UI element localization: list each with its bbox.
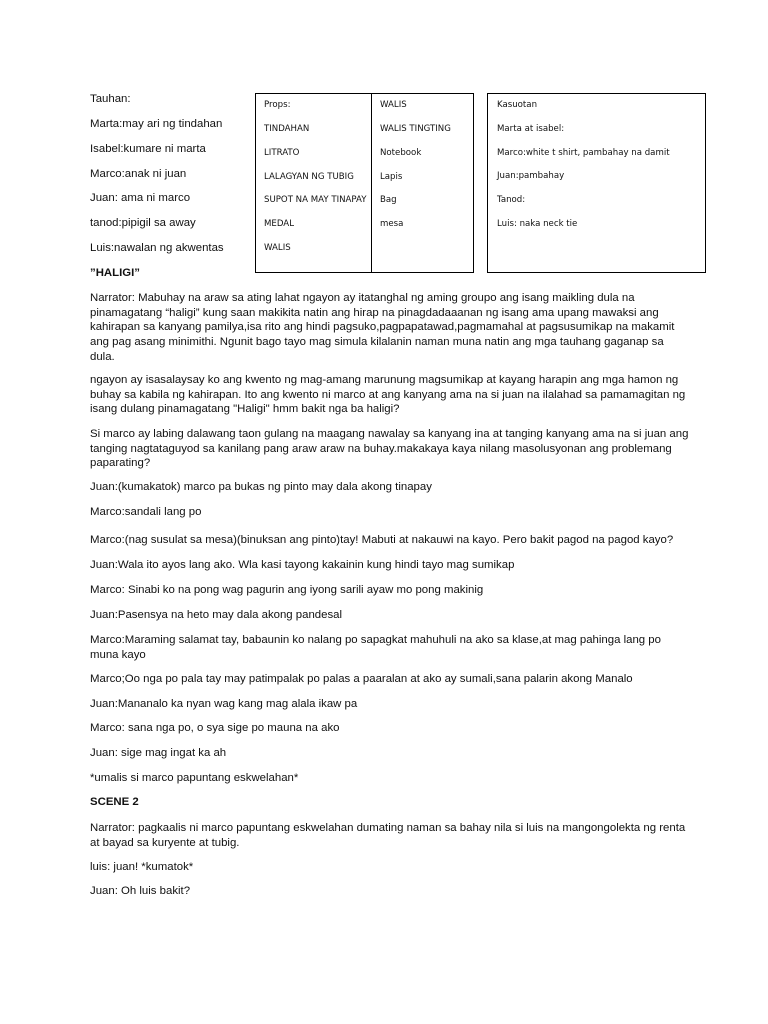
- dialogue-line: Juan: Oh luis bakit?: [90, 885, 191, 897]
- cast-member: Juan: ama ni marco: [90, 192, 191, 204]
- play-title: ”HALIGI”: [90, 267, 140, 279]
- stage-direction: *umalis si marco papuntang eskwelahan*: [90, 772, 299, 784]
- cast-member: Isabel:kumare ni marta: [90, 143, 206, 155]
- narration-paragraph: Narrator: Mabuhay na araw sa ating lahat ngayon ay itatanghal ng aming groupo ang isang maikling dula na pinamagatang “haligi” kung saan makikita natin ang hirap na pinagdadaaanan ng isang ama upang mawaksi ang kahirapan sa kanyang pamilya,isa rito ang hindi pagsuko,pagpapatawad,pagmamahal at pagsusumikap na makamit ang pag asang minimithi. Ngunit bago tayo mag simula kilalanin naman muna natin ang mga tauhang gaganap sa dula.: [90, 292, 675, 363]
- props-cell: WALIS: [380, 100, 407, 110]
- costume-cell: Luis: naka neck tie: [497, 219, 578, 229]
- props-cell: TINDAHAN: [264, 124, 310, 134]
- dialogue-line: Marco: sana nga po, o sya sige po mauna na ako: [90, 722, 340, 734]
- costume-cell: Marco:white t shirt, pambahay na damit: [497, 148, 670, 158]
- costume-table: [487, 93, 706, 273]
- dialogue-line: Marco;Oo nga po pala tay may patimpalak po palas a paaralan at ako ay sumali,sana palarin akong Manalo: [90, 673, 633, 685]
- dialogue-line: Juan:Mananalo ka nyan wag kang mag alala ikaw pa: [90, 698, 358, 710]
- narration-paragraph: Narrator: pagkaalis ni marco papuntang eskwelahan dumating naman sa bahay nila si luis na mangongolekta ng renta at bayad sa kuryente at tubig.: [90, 822, 686, 849]
- cast-member: Marco:anak ni juan: [90, 168, 187, 180]
- props-cell: WALIS: [264, 243, 291, 253]
- props-cell: LITRATO: [264, 148, 300, 158]
- narration-paragraph: ngayon ay isasalaysay ko ang kwento ng mag-amang marunung magsumikap at kayang harapin ang mga hamon ng buhay sa kabila ng kahirapan. Ito ang kwento ni marco at ang kanyang ama na si juan na ilalahad sa pamamagitan ng isang dulang pinamagatang "Haligi" hmm bakit nga ba haligi?: [90, 374, 686, 416]
- costume-cell: Marta at isabel:: [497, 124, 565, 134]
- table-divider: [371, 94, 372, 272]
- dialogue-line: Marco:Maraming salamat tay, babaunin ko nalang po sapagkat mahuhuli na ako sa klase,at mag pahinga lang po muna kayo: [90, 634, 661, 661]
- props-cell: WALIS TINGTING: [380, 124, 451, 134]
- costume-cell: Tanod:: [497, 195, 526, 205]
- cast-member: Luis:nawalan ng akwentas: [90, 242, 224, 254]
- props-cell: mesa: [380, 219, 404, 229]
- props-cell: LALAGYAN NG TUBIG: [264, 172, 354, 182]
- props-cell: MEDAL: [264, 219, 294, 229]
- costume-cell: Juan:pambahay: [497, 171, 565, 181]
- dialogue-line: luis: juan! *kumatok*: [90, 861, 194, 873]
- props-table: [255, 93, 474, 273]
- props-cell: Bag: [380, 195, 397, 205]
- dialogue-line: Marco:(nag susulat sa mesa)(binuksan ang pinto)tay! Mabuti at nakauwi na kayo. Pero bakit pagod na pagod kayo?: [90, 534, 674, 546]
- cast-member: Marta:may ari ng tindahan: [90, 118, 223, 130]
- costume-cell: Kasuotan: [497, 100, 538, 110]
- cast-member: tanod:pipigil sa away: [90, 217, 196, 229]
- props-cell: SUPOT NA MAY TINAPAY: [264, 195, 367, 205]
- scene-heading: SCENE 2: [90, 796, 139, 808]
- dialogue-line: Marco: Sinabi ko na pong wag pagurin ang iyong sarili ayaw mo pong makinig: [90, 584, 484, 596]
- cast-heading: Tauhan:: [90, 93, 131, 105]
- dialogue-line: Juan:Wala ito ayos lang ako. Wla kasi tayong kakainin kung hindi tayo mag sumikap: [90, 559, 515, 571]
- dialogue-line: Juan:Pasensya na heto may dala akong pandesal: [90, 609, 343, 621]
- dialogue-line: Juan:(kumakatok) marco pa bukas ng pinto may dala akong tinapay: [90, 481, 432, 493]
- props-cell: Props:: [264, 100, 291, 110]
- props-cell: Notebook: [380, 148, 422, 158]
- props-cell: Lapis: [380, 172, 403, 182]
- narration-paragraph: Si marco ay labing dalawang taon gulang na maagang nawalay sa kanyang ina at tanging kanyang ama na si juan ang tanging nagtataguyod sa kanilang pang araw araw na buhay.makakaya kaya nilang masolusyonan ang problemang paparating?: [90, 428, 689, 470]
- dialogue-line: Juan: sige mag ingat ka ah: [90, 747, 227, 759]
- dialogue-line: Marco:sandali lang po: [90, 506, 202, 518]
